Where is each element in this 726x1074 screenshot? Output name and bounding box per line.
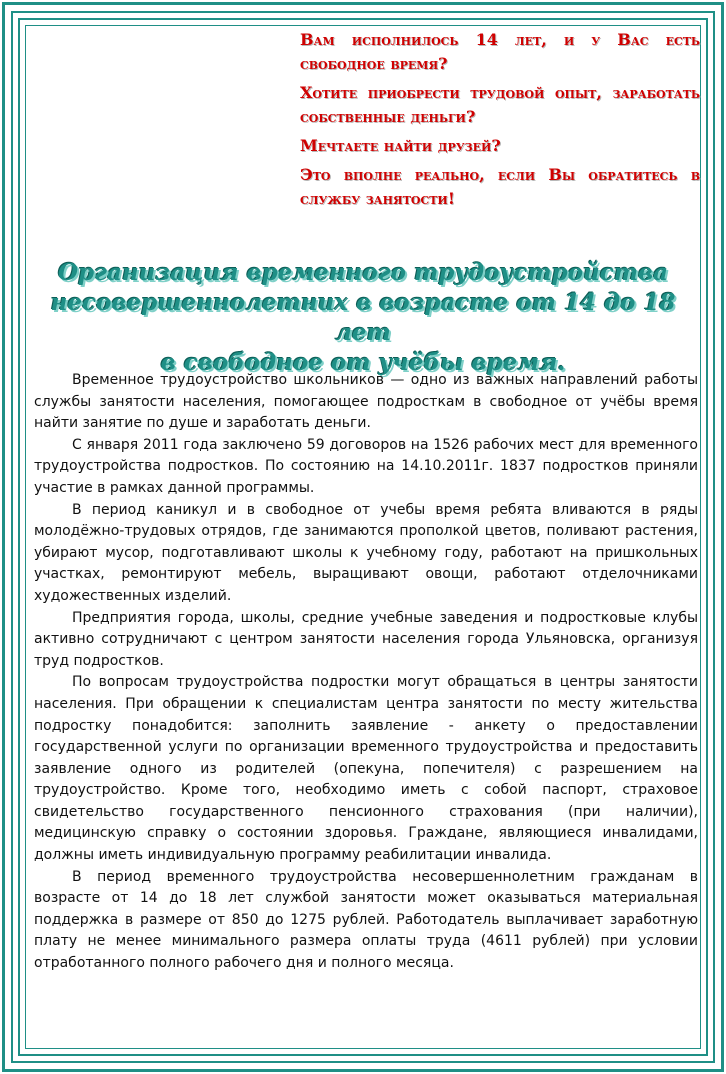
intro-line-employment-service: Это вполне реально, если Вы обратитесь в службу занятости!	[300, 165, 700, 208]
paragraph-intro: Временное трудоустройство школьников — одно из важных направлений работы службы занятости населения, помогающее подросткам в свободное от учёбы время найти занятие по душе и заработать деньги.	[34, 372, 698, 432]
intro-line-age: Вам исполнилось 14 лет, и у Вас есть свободное время?	[300, 30, 700, 73]
paragraph-activities: В период каникул и в свободное от учебы время ребята вливаются в ряды молодёжно-трудовых отрядов, где занимаются прополкой цветов, поливают растения, убирают мусор, подготавливают школы к учебному году, работают на пришкольных участках, ремонтируют мебель, выращивают овощи, работают отделочниками художественных изделий.	[34, 501, 698, 604]
headline	[30, 258, 696, 378]
headline-line-2: несовершеннолетних в возрасте от 14 до 18 лет	[50, 289, 676, 346]
paragraph-statistics: С января 2011 года заключено 59 договоров на 1526 рабочих мест для временного трудоустройства подростков. По состоянию на 14.10.2011г. 1837 подростков приняли участие в рамках данной программы.	[34, 436, 698, 496]
headline-line-1: Организация временного трудоустройства	[57, 259, 669, 286]
intro-line-friends: Мечтаете найти друзей?	[300, 136, 501, 155]
paragraph-documents: По вопросам трудоустройства подростки могут обращаться в центры занятости населения. При обращении к специалистам центра занятости по месту жительства подростку понадобится: заполнить заявление - анкету о предоставлении государственной услуги по организации временного трудоустройства и предоставить заявление одного из родителей (опекуна, попечителя) с разрешением на трудоустройство. Кроме того, необходимо иметь с собой паспорт, страховое свидетельство государственного пенсионного страхования (при наличии), медицинскую справку о состоянии здоровья. Граждане, являющиеся инвалидами, должны иметь индивидуальную программу реабилитации инвалида.	[34, 674, 698, 864]
intro-line-experience: Хотите приобрести трудовой опыт, заработать собственные деньги?	[300, 83, 700, 126]
intro-questions	[300, 28, 700, 216]
headline-line-3: в свободное от учёбы время.	[160, 349, 566, 376]
article-body	[34, 370, 698, 975]
paragraph-partners: Предприятия города, школы, средние учебные заведения и подростковые клубы активно сотрудничают с центром занятости населения города Ульяновска, организуя труд подростков.	[34, 609, 698, 669]
paragraph-payment: В период временного трудоустройства несовершеннолетним гражданам в возрасте от 14 до 18 лет службой занятости может оказываться материальная поддержка в размере от 850 до 1275 рублей. Работодатель выплачивает заработную плату не менее минимального размера оплаты труда (4611 рублей) при условии отработанного полного рабочего дня и полного месяца.	[34, 868, 698, 972]
